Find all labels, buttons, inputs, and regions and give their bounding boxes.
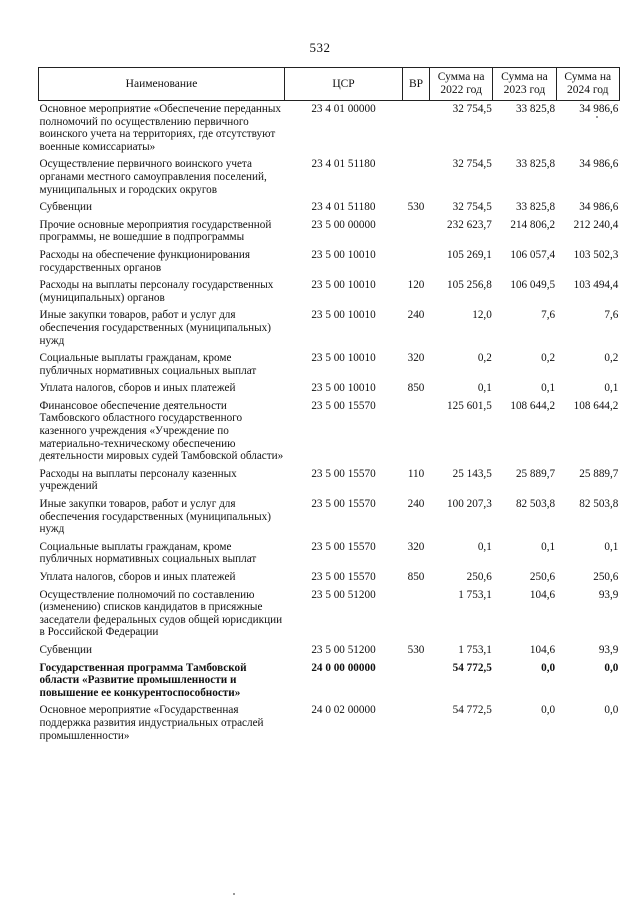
row-name: Субвенции <box>39 201 92 214</box>
row-sum-2024: 34 986,6 <box>579 158 619 171</box>
table-header <box>39 68 620 101</box>
row-sum-2023: 106 049,5 <box>510 279 556 292</box>
row-sum-2022: 12,0 <box>472 309 492 322</box>
row-sum-2023: 0,0 <box>541 704 556 717</box>
row-csr: 23 4 01 51180 <box>311 158 376 171</box>
row-sum-2022: 250,6 <box>466 571 492 583</box>
row-sum-2024: 7,6 <box>604 309 619 322</box>
row-vr <box>403 156 430 199</box>
row-sum-2023: 25 889,7 <box>515 467 556 480</box>
row-sum-2022: 0,1 <box>477 382 492 395</box>
header-sum-2023: Сумма на 2023 год <box>493 68 556 101</box>
row-sum-2022: 54 772,5 <box>452 704 492 717</box>
table-row <box>39 587 620 642</box>
row-name: Государственная программа Тамбовской области «Развитие промышленности и повышение ее конкурентоспособности» <box>39 661 247 699</box>
row-sum-2023: 250,6 <box>529 571 556 583</box>
row-sum-2023: 106 057,4 <box>510 248 556 261</box>
row-name: Социальные выплаты гражданам, кроме публичных нормативных социальных выплат <box>39 352 257 377</box>
table-row <box>39 217 620 247</box>
row-sum-2024: 93,9 <box>598 588 619 601</box>
row-sum-2024: 25 889,7 <box>579 467 619 480</box>
row-sum-2023: 33 825,8 <box>515 201 556 214</box>
row-sum-2022: 125 601,5 <box>447 399 492 412</box>
row-csr: 23 5 00 00000 <box>311 218 376 231</box>
row-vr: 320 <box>407 540 425 553</box>
row-sum-2022: 0,2 <box>477 352 492 365</box>
row-sum-2022: 232 623,7 <box>447 218 492 231</box>
row-csr: 23 5 00 15570 <box>311 498 376 511</box>
row-sum-2023: 104,6 <box>529 643 556 656</box>
table-row <box>39 660 620 703</box>
row-vr <box>403 702 430 745</box>
table-body <box>39 101 620 746</box>
row-csr: 24 0 00 00000 <box>311 661 376 674</box>
row-sum-2023: 7,6 <box>541 309 556 322</box>
row-name: Расходы на обеспечение функционирования государственных органов <box>39 248 250 274</box>
row-csr: 23 5 00 10010 <box>311 309 376 322</box>
row-sum-2024: 108 644,2 <box>573 399 619 412</box>
row-csr: 23 5 00 10010 <box>311 248 376 261</box>
table-row <box>39 380 620 398</box>
budget-table <box>38 67 620 745</box>
row-sum-2024: 93,9 <box>598 643 619 656</box>
row-name: Прочие основные мероприятия государственной программы, не вошедшие в подпрограммы <box>39 218 272 244</box>
row-name: Иные закупки товаров, работ и услуг для обеспечения государственных (муниципальных) нужд <box>39 498 271 536</box>
row-name: Финансовое обеспечение деятельности Тамбовского областного государственного казенного учреждения «Учреждение по материально-техническому обеспечению деятельности мировых судей Тамбовской области» <box>39 399 284 463</box>
row-sum-2022: 1 753,1 <box>458 588 492 601</box>
row-csr: 23 5 00 15570 <box>311 540 376 553</box>
row-sum-2024: 34 986,6 <box>579 201 619 214</box>
row-sum-2023: 108 644,2 <box>510 399 556 412</box>
row-sum-2024: 0,0 <box>604 704 619 717</box>
row-vr: 110 <box>407 467 425 480</box>
row-sum-2024: 103 494,4 <box>573 279 619 292</box>
table-row <box>39 277 620 307</box>
table-row <box>39 350 620 380</box>
row-vr: 320 <box>407 352 425 365</box>
table-row <box>39 569 620 587</box>
row-vr: 850 <box>407 382 425 395</box>
row-csr: 23 5 00 15570 <box>311 571 376 583</box>
table-row <box>39 199 620 217</box>
row-vr: 240 <box>407 498 425 511</box>
row-vr <box>403 247 430 277</box>
row-sum-2022: 0,1 <box>477 540 492 553</box>
row-sum-2022: 32 754,5 <box>452 158 492 171</box>
table-row <box>39 247 620 277</box>
row-sum-2023: 0,1 <box>541 382 556 395</box>
row-sum-2023: 0,0 <box>541 661 556 674</box>
header-vr: ВР <box>403 68 430 101</box>
header-name: Наименование <box>39 68 285 101</box>
row-name: Субвенции <box>39 643 92 656</box>
row-vr <box>403 398 430 466</box>
row-sum-2023: 104,6 <box>529 588 556 601</box>
scan-speck <box>596 116 598 118</box>
row-sum-2024: 250,6 <box>593 571 619 583</box>
row-sum-2023: 214 806,2 <box>510 218 556 231</box>
header-sum-2024: Сумма на 2024 год <box>556 68 619 101</box>
row-csr: 23 5 00 51200 <box>311 643 376 656</box>
row-sum-2024: 34 986,6 <box>579 103 619 115</box>
row-name: Иные закупки товаров, работ и услуг для обеспечения государственных (муниципальных) нужд <box>39 309 271 347</box>
row-name: Осуществление полномочий по составлению (изменению) списков кандидатов в присяжные заседатели федеральных судов общей юрисдикции в Российской Федерации <box>39 588 283 639</box>
row-csr: 23 5 00 51200 <box>311 588 376 601</box>
row-vr <box>403 660 430 703</box>
row-vr <box>403 217 430 247</box>
row-vr: 850 <box>407 571 425 583</box>
row-sum-2022: 32 754,5 <box>452 201 492 214</box>
row-vr: 120 <box>407 279 425 292</box>
row-sum-2024: 0,1 <box>604 540 619 553</box>
row-sum-2022: 25 143,5 <box>452 467 492 480</box>
row-name: Уплата налогов, сборов и иных платежей <box>39 382 236 395</box>
row-sum-2022: 100 207,3 <box>447 498 492 511</box>
row-name: Основное мероприятие «Государственная поддержка развития индустриальных отраслей промышленности» <box>39 704 264 742</box>
row-sum-2024: 0,2 <box>604 352 619 365</box>
row-sum-2022: 105 269,1 <box>447 248 492 261</box>
row-vr <box>403 587 430 642</box>
row-sum-2024: 212 240,4 <box>573 218 619 231</box>
table-row <box>39 702 620 745</box>
row-csr: 23 5 00 15570 <box>311 399 376 412</box>
row-name: Основное мероприятие «Обеспечение переданных полномочий по осуществлению первичного воинского учета на территориях, где отсутствуют военные комиссариаты» <box>39 103 282 153</box>
header-csr: ЦСР <box>285 68 403 101</box>
row-csr: 24 0 02 00000 <box>311 704 376 717</box>
row-vr: 530 <box>407 643 425 656</box>
row-sum-2024: 0,0 <box>604 661 619 674</box>
row-name: Уплата налогов, сборов и иных платежей <box>39 571 236 583</box>
row-vr: 240 <box>407 309 425 322</box>
row-csr: 23 5 00 15570 <box>311 467 376 480</box>
table-row <box>39 156 620 199</box>
row-sum-2023: 33 825,8 <box>515 103 556 115</box>
row-sum-2022: 54 772,5 <box>452 661 492 674</box>
row-sum-2023: 0,1 <box>541 540 556 553</box>
row-sum-2023: 33 825,8 <box>515 158 556 171</box>
row-sum-2022: 105 256,8 <box>447 279 492 292</box>
row-csr: 23 5 00 10010 <box>311 382 376 395</box>
table-row <box>39 398 620 466</box>
header-sum-2022: Сумма на 2022 год <box>430 68 493 101</box>
page-number: 532 <box>309 40 331 55</box>
row-name: Осуществление первичного воинского учета органами местного самоуправления поселений, муниципальных и городских округов <box>39 158 267 196</box>
table-row <box>39 539 620 569</box>
scan-speck <box>233 893 235 895</box>
row-csr: 23 5 00 10010 <box>311 279 376 292</box>
table-row <box>39 101 620 157</box>
row-name: Социальные выплаты гражданам, кроме публичных нормативных социальных выплат <box>39 540 257 566</box>
row-name: Расходы на выплаты персоналу государственных (муниципальных) органов <box>39 279 274 304</box>
row-sum-2024: 0,1 <box>604 382 619 395</box>
row-sum-2023: 0,2 <box>541 352 556 365</box>
row-csr: 23 5 00 10010 <box>311 352 376 365</box>
row-sum-2022: 32 754,5 <box>452 103 492 115</box>
row-sum-2022: 1 753,1 <box>458 643 492 656</box>
row-csr: 23 4 01 00000 <box>311 103 376 115</box>
table-row <box>39 642 620 660</box>
row-name: Расходы на выплаты персоналу казенных учреждений <box>39 467 237 493</box>
table-row <box>39 307 620 350</box>
row-vr: 530 <box>407 201 425 214</box>
row-sum-2024: 103 502,3 <box>573 248 619 261</box>
row-sum-2024: 82 503,8 <box>579 498 619 511</box>
row-sum-2023: 82 503,8 <box>515 498 556 511</box>
table-row <box>39 496 620 539</box>
row-vr <box>403 101 430 157</box>
table-row <box>39 466 620 496</box>
row-csr: 23 4 01 51180 <box>311 201 376 214</box>
